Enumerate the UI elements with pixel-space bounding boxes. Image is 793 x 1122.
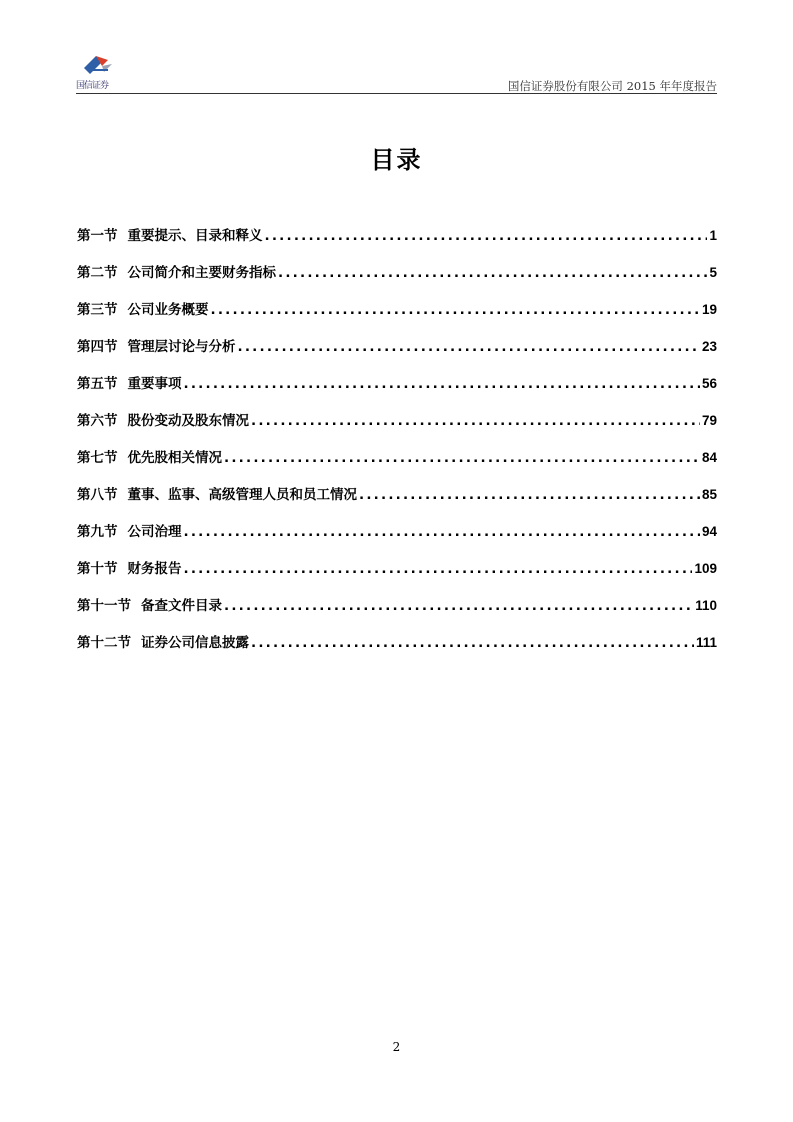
toc-dot-leader	[184, 374, 700, 394]
toc-dot-leader	[211, 300, 700, 320]
toc-entry[interactable]	[77, 633, 717, 670]
toc-entry-page: 84	[701, 450, 717, 465]
toc-entry-label: 管理层讨论与分析	[127, 339, 236, 355]
toc-entry-section: 第七节	[77, 450, 118, 466]
toc-entry-page: 19	[701, 302, 717, 317]
toc-entry-section: 第一节	[77, 228, 118, 244]
toc-entry-section: 第十二节	[77, 635, 131, 651]
toc-entry-label: 重要提示、目录和释义	[127, 228, 263, 244]
toc-entry-page: 110	[695, 598, 717, 613]
toc-entry-section: 第四节	[77, 339, 118, 355]
page-number: 2	[392, 1040, 401, 1054]
toc-entry-page: 79	[701, 413, 717, 428]
toc-entry-section: 第九节	[77, 524, 118, 540]
toc-dot-leader	[238, 337, 700, 357]
table-of-contents	[77, 226, 717, 670]
toc-entry[interactable]	[77, 559, 717, 596]
toc-entry-label: 财务报告	[127, 561, 182, 577]
toc-dot-leader	[184, 559, 693, 579]
toc-dot-leader	[224, 596, 693, 616]
toc-entry-page: 56	[701, 376, 717, 391]
toc-entry[interactable]	[77, 374, 717, 411]
toc-entry-label: 证券公司信息披露	[141, 635, 249, 651]
toc-entry-label: 重要事项	[127, 376, 182, 392]
toc-dot-leader	[265, 226, 708, 246]
toc-entry[interactable]	[77, 485, 717, 522]
toc-entry-label: 公司治理	[127, 524, 182, 540]
toc-title: 目录	[370, 146, 423, 174]
toc-dot-leader	[251, 633, 694, 653]
toc-entry-label: 董事、监事、高级管理人员和员工情况	[127, 487, 357, 503]
toc-entry[interactable]	[77, 411, 717, 448]
toc-entry-page: 94	[701, 524, 717, 539]
toc-entry-label: 优先股相关情况	[127, 450, 222, 466]
toc-entry-section: 第六节	[77, 413, 118, 429]
toc-entry[interactable]	[77, 337, 717, 374]
toc-entry[interactable]	[77, 448, 717, 485]
toc-entry-section: 第五节	[77, 376, 118, 392]
toc-entry[interactable]	[77, 263, 717, 300]
toc-dot-leader	[224, 448, 700, 468]
company-logo	[76, 54, 120, 92]
toc-entry[interactable]	[77, 522, 717, 559]
toc-entry-page: 23	[701, 339, 717, 354]
toc-entry-page: 111	[695, 635, 717, 650]
toc-entry-page: 85	[701, 487, 717, 502]
header-divider	[76, 93, 717, 94]
toc-entry-label: 公司简介和主要财务指标	[127, 265, 276, 281]
toc-entry-label: 股份变动及股东情况	[127, 413, 249, 429]
toc-dot-leader	[251, 411, 700, 431]
report-title: 国信证券股份有限公司 2015 年年度报告	[507, 79, 717, 93]
logo-mark-icon	[82, 54, 114, 74]
toc-entry-label: 公司业务概要	[127, 302, 209, 318]
page-header	[76, 46, 717, 94]
toc-entry-page: 1	[709, 228, 717, 243]
toc-entry[interactable]	[77, 226, 717, 263]
toc-entry-section: 第二节	[77, 265, 118, 281]
toc-entry-section: 第八节	[77, 487, 118, 503]
toc-entry-page: 109	[694, 561, 717, 576]
toc-entry-section: 第十节	[77, 561, 118, 577]
toc-dot-leader	[184, 522, 700, 542]
toc-entry-section: 第十一节	[77, 598, 131, 614]
toc-entry-label: 备查文件目录	[141, 598, 222, 614]
toc-entry-section: 第三节	[77, 302, 118, 318]
toc-dot-leader	[278, 263, 707, 283]
toc-entry[interactable]	[77, 596, 717, 633]
toc-entry-page: 5	[709, 265, 717, 280]
logo-text: 国信证券	[76, 81, 109, 91]
toc-dot-leader	[359, 485, 700, 505]
toc-entry[interactable]	[77, 300, 717, 337]
